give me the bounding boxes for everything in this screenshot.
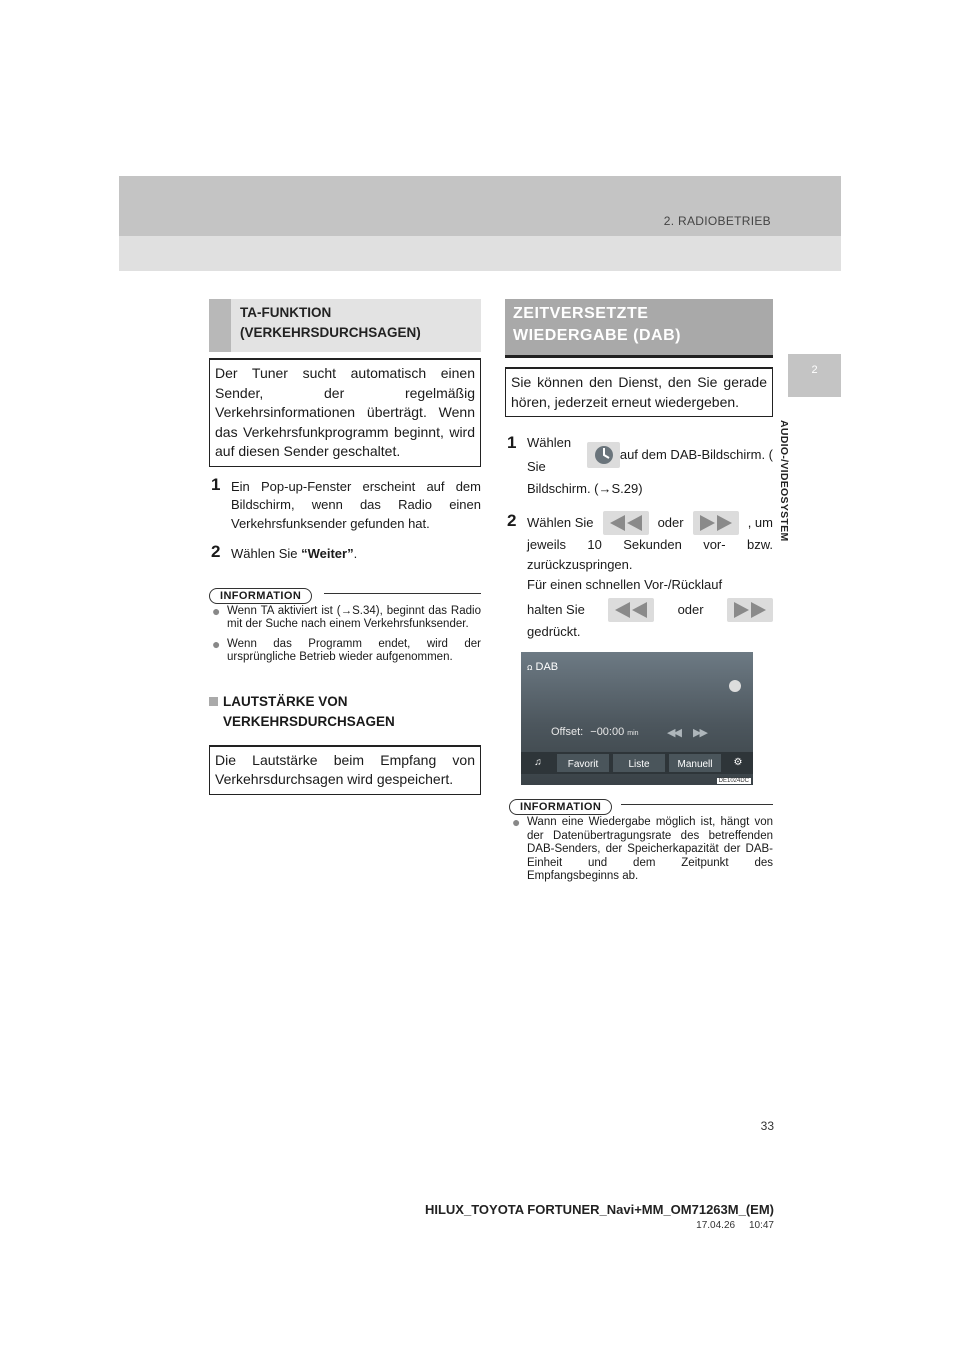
right-column bbox=[505, 299, 773, 884]
ta-heading bbox=[209, 299, 481, 352]
forward-button-icon bbox=[727, 598, 773, 622]
step-number: 2 bbox=[211, 542, 221, 561]
rewind-icon: ◀◀ bbox=[667, 727, 680, 739]
bullet-dot-icon: ● bbox=[212, 635, 221, 652]
step2-line2 bbox=[527, 535, 773, 575]
volume-box: Die Lautstärke beim Empfang von Verkehrsdurchsagen wird gespeichert. bbox=[209, 745, 481, 795]
step-text: Wählen Sie bbox=[527, 515, 594, 530]
image-code: DE1024DC bbox=[718, 778, 749, 784]
page-number: 33 bbox=[760, 1119, 774, 1133]
step2-line1 bbox=[527, 511, 773, 535]
print-date: 17.04.26 10:47 bbox=[696, 1220, 774, 1231]
chapter-label: AUDIO-/VIDEOSYSTEM bbox=[778, 420, 790, 542]
info-rule bbox=[621, 804, 773, 805]
step-text: , um bbox=[747, 515, 773, 530]
step-text: gedrückt. bbox=[527, 624, 581, 639]
offset-label: Offset: bbox=[551, 726, 584, 738]
bullet-dot-icon: ● bbox=[212, 602, 221, 619]
step-text: Wählen Sie bbox=[527, 435, 572, 474]
forward-icon: ▶▶ bbox=[693, 727, 706, 739]
info-label: INFORMATION bbox=[509, 799, 612, 815]
info-text: Wenn das Programm endet, wird der ursprüngliche Betrieb wieder aufgenommen. bbox=[227, 637, 481, 663]
step2-line4 bbox=[527, 598, 773, 622]
dab-text: DAB bbox=[535, 661, 559, 673]
subheading-line1 bbox=[223, 692, 481, 712]
timeshift-heading-line1: ZEITVERSETZTE bbox=[513, 305, 649, 322]
timeshift-heading-line2: WIEDERGABE (DAB) bbox=[513, 327, 681, 344]
info-block bbox=[209, 586, 481, 665]
info-block bbox=[509, 797, 773, 884]
step1-line2 bbox=[527, 479, 773, 499]
step-number: 1 bbox=[507, 433, 517, 452]
ta-heading-line1: TA-FUNKTION bbox=[240, 305, 332, 320]
manuell-tab: Manuell bbox=[669, 754, 721, 772]
step-ref: Bildschirm. (→S.29) bbox=[527, 481, 643, 496]
chapter-number: 2 bbox=[811, 364, 818, 376]
arrow-icon: → bbox=[340, 604, 353, 617]
info-rule bbox=[324, 593, 481, 594]
step-text: halten Sie bbox=[527, 602, 585, 617]
left-column bbox=[209, 299, 481, 795]
step-text: auf dem DAB-Bildschirm. ( bbox=[619, 447, 773, 462]
subheading-word: LAUTSTÄRKE VON bbox=[223, 693, 348, 709]
step-text: jeweils 10 Sekunden vor- bzw. zurückzuspringen. bbox=[527, 537, 773, 572]
step-text-pre: Wählen Sie bbox=[231, 546, 302, 561]
step-text: oder bbox=[657, 515, 684, 530]
info-bullet bbox=[209, 602, 481, 632]
liste-tab: Liste bbox=[613, 754, 665, 772]
timeshift-heading bbox=[505, 299, 773, 358]
dab-source-label bbox=[527, 660, 558, 673]
ta-heading-line2: (VERKEHRSDURCHSAGEN) bbox=[240, 325, 421, 340]
offset-display bbox=[551, 726, 639, 738]
info-bullet bbox=[209, 635, 481, 665]
step-text: Für einen schnellen Vor-/Rücklauf bbox=[527, 577, 723, 592]
info-text: Wann eine Wiedergabe möglich ist, hängt von der Datenübertragungsrate des betreffenden DAB-Senders, der Speicherkapazität der DAB-Einheit und dem Zeitpunkt des Empfangsbeginns ab. bbox=[527, 816, 773, 882]
step-2 bbox=[505, 511, 773, 642]
model-code: HILUX_TOYOTA FORTUNER_Navi+MM_OM71263M_(EM) bbox=[424, 1202, 774, 1217]
offset-value: −00:00 bbox=[590, 726, 625, 738]
step-1 bbox=[505, 431, 773, 499]
info-bullet bbox=[509, 816, 773, 884]
step-2 bbox=[209, 542, 481, 564]
step1-line bbox=[527, 431, 773, 479]
bullet-dot-icon: ● bbox=[512, 814, 521, 830]
settings-icon: ⚙ bbox=[733, 757, 743, 768]
square-bullet-icon bbox=[209, 697, 218, 706]
info-text: S.34), beginnt das Radio mit der Suche nach einem Verkehrsfunksender. bbox=[227, 604, 481, 630]
chapter-label-wrap bbox=[768, 420, 828, 630]
timeshift-icon bbox=[729, 680, 741, 692]
step-number: 1 bbox=[211, 474, 221, 494]
timeshift-intro-box: Sie können den Dienst, den Sie gerade hören, jederzeit erneut wiedergeben. bbox=[505, 367, 773, 417]
offset-unit: min bbox=[627, 730, 639, 737]
weiter-label: “Weiter” bbox=[301, 546, 354, 561]
volume-subheading bbox=[209, 692, 481, 732]
info-text: Wenn TA aktiviert ist ( bbox=[227, 604, 341, 617]
rewind-button-icon bbox=[608, 598, 654, 622]
favorit-tab: Favorit bbox=[557, 754, 609, 772]
timeshift-button-icon bbox=[587, 442, 620, 468]
forward-button-icon bbox=[693, 511, 739, 535]
step-text-post: . bbox=[353, 546, 358, 561]
step-1 bbox=[209, 474, 481, 534]
rewind-button-icon bbox=[603, 511, 649, 535]
step-number: 2 bbox=[507, 511, 517, 530]
ta-description-box: Der Tuner sucht automatisch einen Sender, der regelmäßig Verkehrsinformationen überträgt. Wenn das Verkehrsfunkprogramm beginnt, wird auf diesen Sender geschaltet. bbox=[209, 358, 481, 467]
info-label: INFORMATION bbox=[209, 588, 312, 604]
section-title: 2. RADIOBETRIEB bbox=[663, 214, 771, 228]
dab-screen-image bbox=[521, 652, 753, 785]
music-source-icon: ♫ bbox=[534, 757, 542, 768]
subheading-line2: VERKEHRSDURCHSAGEN bbox=[223, 713, 395, 729]
screen-bottom-bar bbox=[521, 752, 753, 774]
step-text: Ein Pop-up-Fenster erscheint auf dem Bildschirm, wenn das Radio einen Verkehrsfunksender gefunden hat. bbox=[231, 478, 481, 531]
step-text: oder bbox=[677, 602, 704, 617]
antenna-icon: ꭥ bbox=[527, 662, 533, 672]
